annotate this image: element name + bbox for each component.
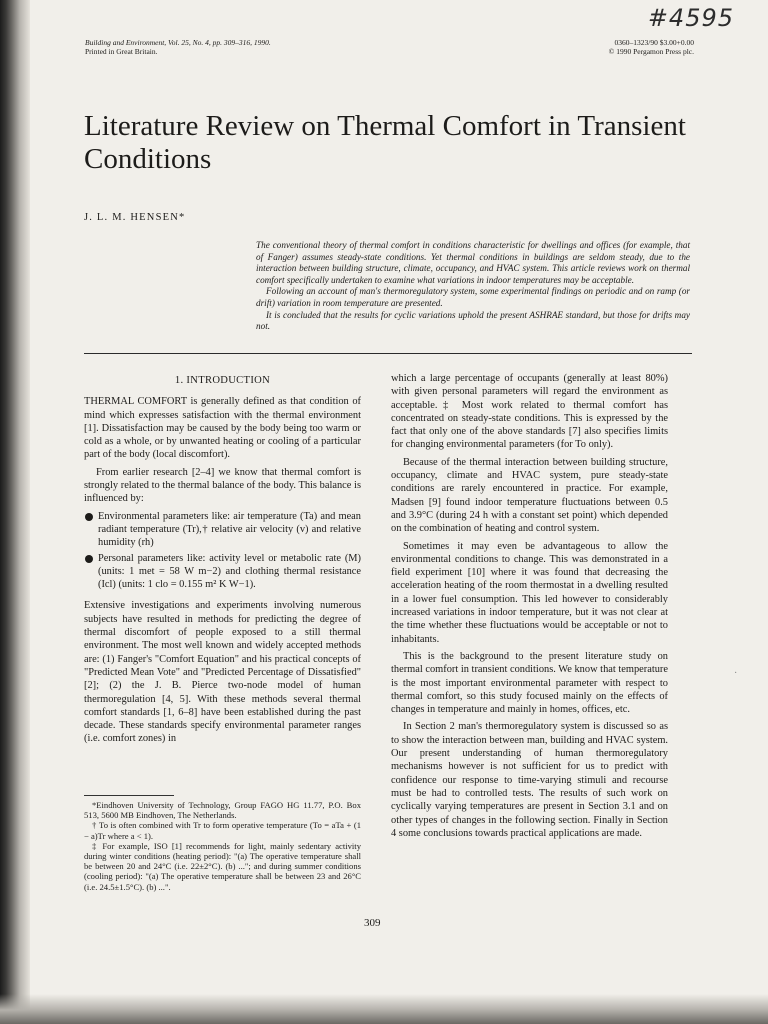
bullet-icon (85, 513, 93, 521)
bullet-icon (85, 555, 93, 563)
abstract-paragraph-1: The conventional theory of thermal comfort in conditions characteristic for dwellings and offices (for example, that of Fanger) assumes steady-state conditions. Yet thermal conditions in buildings are seldom steady, due to the interaction between building structure, climate, occupancy, and HVAC system. This article reviews work on thermal comfort specifically undertaken to examine what variations in indoor temperatures may be acceptable. (256, 240, 690, 285)
abstract (256, 240, 690, 333)
issn-block (609, 38, 694, 56)
right-paragraph-4: This is the background to the present literature study on thermal comfort in transient conditions. We know that temperature is the most important environmental parameter with respect to thermal comfort, so this study focused mainly on the effects of changes in temperature and mainly in homes, offices, etc. (391, 650, 668, 716)
right-paragraph-2: Because of the thermal interaction between building structure, occupancy, climate and HVAC system, pure steady-state conditions are rarely encountered in practice. For example, Madsen [9] found indoor temperature fluctuations between 0.5 and 3.9°C (during 24 h with a constant set point) which depended on the combination of heating and control system. (391, 456, 668, 535)
abstract-paragraph-3: It is concluded that the results for cyclic variations uphold the present ASHRAE standard, but those for drifts may not. (256, 309, 690, 332)
footnote-operative-temperature: † To is often combined with Tr to form operative temperature (To = aTa + (1 − a)Tr where a < 1). (84, 820, 361, 841)
author-name: J. L. M. HENSEN* (84, 212, 186, 223)
paper-title: Literature Review on Thermal Comfort in Transient Conditions (84, 110, 686, 175)
journal-citation (85, 38, 271, 56)
left-column (84, 372, 361, 750)
issn-line-1: 0360–1323/90 $3.00+0.00 (614, 38, 694, 47)
right-column (391, 372, 668, 844)
journal-line-1: Building and Environment, Vol. 25, No. 4, pp. 309–316, 1990. (85, 38, 271, 47)
intro-paragraph-2: From earlier research [2–4] we know that thermal comfort is strongly related to the thermal balance of the body. This balance is influenced by: (84, 466, 361, 505)
page-number: 309 (364, 917, 381, 929)
page-bottom-shadow (0, 994, 768, 1024)
right-paragraph-5: In Section 2 man's thermoregulatory system is discussed so as to show the interaction between man, building and HVAC system. Our present understanding of human thermoregulatory mechanisms however is not sufficient for us to predict with confidence our response to time-varying stimuli and recourse must be had to controlled tests. The results of such work on cyclically varying temperatures are present in Section 3.1 and on other types of changes in the following section. Finally in Section 4 some conclusions towards practical applications are made. (391, 721, 668, 839)
journal-line-2: Printed in Great Britain. (85, 47, 158, 56)
list-item (84, 510, 361, 550)
list-item (84, 552, 361, 592)
section-heading: 1. INTRODUCTION (174, 375, 271, 386)
list-item-text: Environmental parameters like: air temperature (Ta) and mean radiant temperature (Tr),† relative air velocity (v) and relative humidity (rh) (98, 510, 361, 549)
parameter-list (84, 510, 361, 592)
margin-mark: · (734, 668, 738, 679)
right-paragraph-1: which a large percentage of occupants (generally at least 80%) with given personal parameters will regard the environment as acceptable.‡ Most work related to thermal comfort has concentrated on steady-state conditions. This is expressed by the fact that only one of the above standards [7] also specifies limits for changing environmental parameters (for To only). (391, 373, 668, 451)
intro-paragraph-3: Extensive investigations and experiments involving numerous subjects have resulted in methods for predicting the degree of thermal discomfort of people exposed to a still thermal environment. The most well known and widely accepted methods are: (1) Fanger's "Comfort Equation" and his practical concepts of "Predicted Mean Vote" and "Predicted Percentage of Dissatisfied" [2]; (2) the J. B. Pierce two-node model of human thermoregulation [4, 5]. With these methods several thermal comfort standards [1, 6–8] have been established during the past decade. These standards specify environmental parameter ranges (i.e. comfort zones) in (84, 600, 361, 745)
footnote-iso-example: ‡ For example, ISO [1] recommends for light, mainly sedentary activity during winter conditions (heating period): "(a) The operative temperature shall be between 20 and 24°C (i.e. 22±2°C). (b) ..."; and during summer conditions (cooling period): "(a) The operative temperature shall be between 23 and 26°C (i.e. 24.5±1.5°C). (b) ...". (84, 840, 361, 892)
footnote-divider (84, 795, 174, 796)
intro-paragraph-1: THERMAL COMFORT is generally defined as that condition of mind which expresses satisfaction with the thermal environment [1]. Dissatisfaction may be caused by the body being too warm or cold as a whole, or by unwanted heating or cooling of a particular part of the body (local discomfort). (84, 396, 361, 461)
list-item-text: Personal parameters like: activity level or metabolic rate (M) (units: 1 met = 58 W m−2) and clothing thermal resistance (Icl) (units: 1 clo = 0.155 m² K W−1). (98, 552, 361, 591)
abstract-paragraph-2: Following an account of man's thermoregulatory system, some experimental findings on periodic and on ramp (or drift) variation in room temperature are presented. (256, 286, 690, 308)
footnote-affiliation: *Eindhoven University of Technology, Group FAGO HG 11.77, P.O. Box 513, 5600 MB Eindhoven, The Netherlands. (84, 800, 361, 821)
section-divider (84, 353, 692, 354)
right-paragraph-3: Sometimes it may even be advantageous to allow the environmental conditions to change. This was demonstrated in a field experiment [10] where it was found that decreasing the acceleration heating of the room thermostat in a dwelling resulted in a lower fuel consumption. This led however to considerably increased variations in indoor temperature, but it was not clear at the time whether these fluctuations would be acceptable or not to inhabitants. (391, 540, 668, 645)
footnotes (84, 800, 361, 892)
page-binding-shadow (0, 0, 30, 1024)
issn-line-2: © 1990 Pergamon Press plc. (608, 47, 694, 56)
handwritten-note: #4595 (647, 4, 734, 32)
